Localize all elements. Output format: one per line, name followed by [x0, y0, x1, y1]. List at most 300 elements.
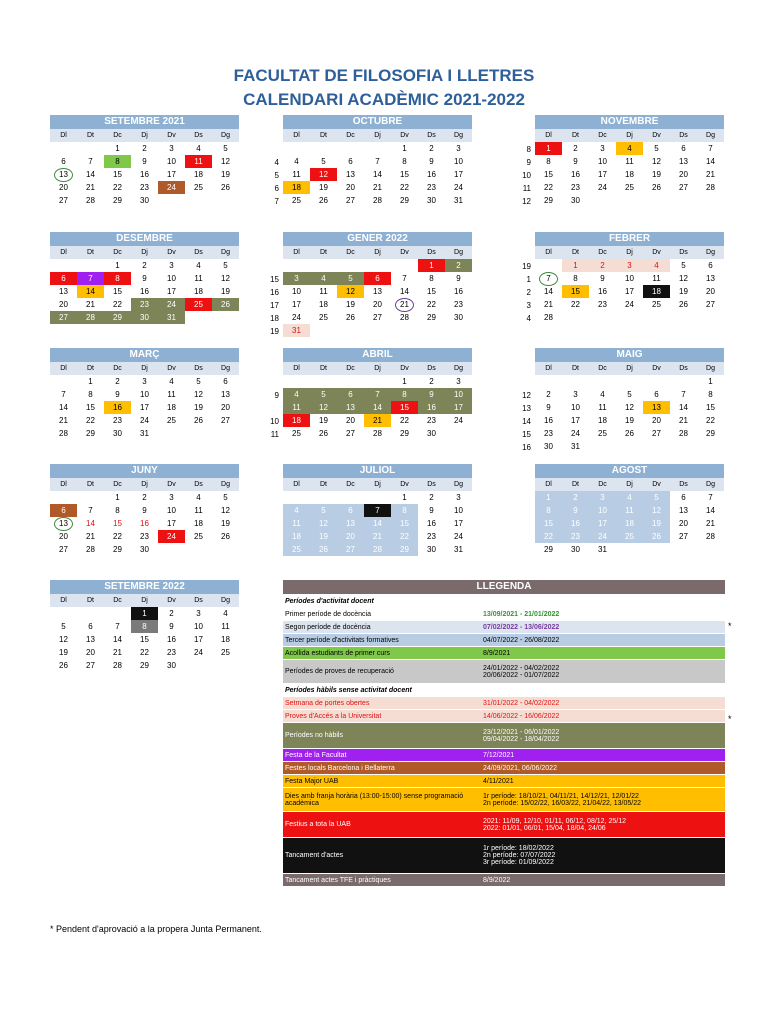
month-apr22 — [270, 348, 472, 440]
day-cell: 6 — [654, 390, 659, 399]
day-cell: 16 — [140, 519, 149, 528]
week-number: 11 — [270, 430, 279, 439]
legend-row — [283, 696, 725, 709]
day-header: Dj — [616, 478, 643, 491]
day-cell: 14 — [113, 635, 122, 644]
week-number: 19 — [270, 327, 279, 336]
day-cell: 29 — [140, 661, 149, 670]
day-cell: 19 — [221, 287, 230, 296]
day-header: Dt — [77, 594, 104, 607]
day-cell: 23 — [562, 530, 589, 543]
day-header: Dc — [589, 246, 616, 259]
day-cell: 18 — [616, 517, 643, 530]
month-dec21 — [50, 232, 239, 324]
day-cell: 17 — [589, 517, 616, 530]
day-header: Ds — [185, 594, 212, 607]
legend-value: 20/06/2022 - 01/07/2022 — [483, 671, 560, 679]
day-cell: 2 — [445, 259, 472, 272]
day-cell: 18 — [283, 414, 310, 427]
day-cell: 12 — [625, 403, 634, 412]
day-cell: 13 — [337, 401, 364, 414]
day-cell: 23 — [113, 416, 122, 425]
day-cell: 15 — [562, 285, 589, 298]
day-cell: 30 — [131, 311, 158, 324]
day-cell: 10 — [445, 388, 472, 401]
day-cell: 23 — [427, 416, 436, 425]
day-cell: 3 — [616, 259, 643, 272]
day-header: Dt — [77, 246, 104, 259]
day-cell: 7 — [77, 272, 104, 285]
day-cell: 23 — [571, 183, 580, 192]
legend-row — [283, 607, 725, 620]
day-cell: 19 — [652, 170, 661, 179]
day-cell: 20 — [706, 287, 715, 296]
footnote: * Pendent d'aprovació a la propera Junta Permanent. — [50, 924, 262, 934]
day-cell: 24 — [158, 530, 185, 543]
empty-cell — [391, 259, 418, 272]
month-title: OCTUBRE — [283, 115, 472, 129]
day-cell: 10 — [589, 504, 616, 517]
day-cell: 19 — [319, 183, 328, 192]
day-cell: 9 — [429, 506, 434, 515]
day-cell: 1 — [402, 144, 407, 153]
month-mar22 — [50, 348, 239, 440]
day-cell: 6 — [50, 272, 77, 285]
day-cell: 13 — [679, 506, 688, 515]
day-cell: 20 — [221, 403, 230, 412]
day-header: Dj — [131, 362, 158, 375]
day-cell: 21 — [544, 300, 553, 309]
week-number: 16 — [522, 443, 531, 452]
day-header: Dg — [212, 129, 239, 142]
empty-cell — [616, 375, 643, 388]
day-cell: 28 — [59, 429, 68, 438]
day-cell: 16 — [418, 401, 445, 414]
day-cell: 28 — [77, 311, 104, 324]
empty-cell — [643, 440, 670, 453]
empty-cell — [616, 543, 643, 556]
day-cell: 1 — [402, 377, 407, 386]
day-cell: 16 — [454, 287, 463, 296]
day-header: Dg — [445, 246, 472, 259]
empty-cell — [364, 375, 391, 388]
legend-label: Segon període de docència — [285, 623, 371, 631]
day-cell: 9 — [562, 504, 589, 517]
day-cell: 1 — [402, 493, 407, 502]
day-cell: 10 — [571, 403, 580, 412]
month-feb22 — [522, 232, 724, 324]
day-cell: 15 — [400, 170, 409, 179]
day-cell: 9 — [456, 274, 461, 283]
day-cell: 17 — [167, 519, 176, 528]
day-cell: 23 — [427, 183, 436, 192]
empty-cell — [283, 375, 310, 388]
day-cell: 8 — [535, 504, 562, 517]
legend-value: 04/07/2022 - 26/08/2022 — [483, 636, 560, 644]
day-header: Dl — [50, 594, 77, 607]
legend-label: Festius a tota la UAB — [285, 821, 351, 828]
day-cell: 22 — [571, 300, 580, 309]
day-cell: 25 — [167, 416, 176, 425]
legend-value: 2n període: 15/02/22, 16/03/22, 21/04/22, 13/05/22 — [483, 799, 642, 807]
day-cell: 26 — [59, 661, 68, 670]
day-cell: 4 — [223, 609, 228, 618]
day-cell: 12 — [337, 285, 364, 298]
day-cell: 4 — [196, 493, 201, 502]
legend-row — [283, 594, 725, 607]
day-cell: 20 — [652, 416, 661, 425]
day-header: Dt — [77, 129, 104, 142]
day-cell: 1 — [88, 377, 93, 386]
day-cell: 13 — [337, 517, 364, 530]
day-cell: 25 — [194, 532, 203, 541]
day-cell: 6 — [681, 493, 686, 502]
day-header: Dv — [643, 129, 670, 142]
empty-cell — [418, 324, 445, 337]
empty-cell — [50, 491, 77, 504]
day-cell: 13 — [373, 287, 382, 296]
day-cell: 27 — [706, 300, 715, 309]
empty-cell — [185, 194, 212, 207]
day-cell: 23 — [544, 429, 553, 438]
day-cell: 10 — [625, 274, 634, 283]
day-cell: 6 — [364, 272, 391, 285]
day-cell: 25 — [616, 530, 643, 543]
day-cell: 22 — [391, 530, 418, 543]
day-cell: 19 — [194, 403, 203, 412]
day-header: Ds — [185, 478, 212, 491]
day-header: Dv — [158, 246, 185, 259]
day-cell: 20 — [59, 532, 68, 541]
day-cell: 14 — [679, 403, 688, 412]
day-cell: 30 — [571, 196, 580, 205]
day-cell: 15 — [535, 517, 562, 530]
legend-values — [481, 710, 725, 722]
day-cell: 24 — [589, 530, 616, 543]
day-cell: 10 — [167, 274, 176, 283]
day-cell: 27 — [50, 311, 77, 324]
day-cell: 3 — [600, 144, 605, 153]
day-header: Dv — [391, 246, 418, 259]
day-cell: 22 — [140, 648, 149, 657]
day-cell: 5 — [627, 390, 632, 399]
day-cell: 1 — [418, 259, 445, 272]
day-cell: 5 — [223, 493, 228, 502]
week-number: 9 — [274, 391, 279, 400]
day-cell: 2 — [573, 144, 578, 153]
day-header: Dj — [616, 362, 643, 375]
day-header: Dl — [50, 362, 77, 375]
day-cell: 8 — [391, 504, 418, 517]
day-cell: 11 — [319, 287, 328, 296]
day-cell: 8 — [391, 388, 418, 401]
day-cell: 8 — [115, 506, 120, 515]
week-number: 16 — [270, 288, 279, 297]
day-cell: 9 — [169, 622, 174, 631]
day-cell: 11 — [167, 390, 176, 399]
day-cell: 23 — [131, 298, 158, 311]
day-cell: 19 — [625, 416, 634, 425]
day-cell: 15 — [544, 170, 553, 179]
day-cell: 14 — [59, 403, 68, 412]
day-cell: 4 — [643, 259, 670, 272]
day-cell: 13 — [86, 635, 95, 644]
week-number: 8 — [526, 145, 531, 154]
legend-row — [283, 633, 725, 646]
month-sep21 — [50, 115, 239, 207]
legend-label: Períodes hàbils sense activitat docent — [285, 686, 412, 694]
pending-star-2: * — [728, 714, 732, 724]
week-number: 9 — [526, 158, 531, 167]
day-cell: 15 — [427, 287, 436, 296]
day-cell: 16 — [167, 635, 176, 644]
day-cell: 27 — [86, 661, 95, 670]
day-cell: 15 — [391, 517, 418, 530]
day-cell: 4 — [196, 261, 201, 270]
empty-cell — [643, 194, 670, 207]
week-number: 5 — [274, 171, 279, 180]
day-header: Dl — [50, 478, 77, 491]
day-cell: 1 — [115, 261, 120, 270]
empty-cell — [670, 543, 697, 556]
day-cell: 27 — [59, 545, 68, 554]
week-number: 11 — [522, 184, 531, 193]
day-cell: 29 — [391, 543, 418, 556]
legend-row — [283, 811, 725, 837]
day-cell: 29 — [544, 545, 553, 554]
legend-value: 24/09/2021, 06/06/2022 — [483, 764, 557, 772]
day-cell: 24 — [625, 300, 634, 309]
day-cell: 30 — [571, 545, 580, 554]
day-cell: 8 — [88, 390, 93, 399]
legend-row — [283, 774, 725, 787]
day-header: Dv — [643, 478, 670, 491]
day-cell: 13 — [50, 517, 77, 530]
day-cell: 14 — [373, 170, 382, 179]
day-cell: 12 — [221, 506, 230, 515]
day-cell: 8 — [429, 274, 434, 283]
day-header: Dj — [364, 246, 391, 259]
day-cell: 11 — [652, 274, 661, 283]
day-header: Dl — [50, 129, 77, 142]
day-cell: 3 — [169, 144, 174, 153]
day-cell: 18 — [643, 285, 670, 298]
day-header: Dj — [364, 129, 391, 142]
day-cell: 19 — [310, 530, 337, 543]
legend-value: 31/01/2022 - 04/02/2022 — [483, 699, 560, 707]
legend-label: Períodes de proves de recuperació — [285, 668, 394, 675]
day-cell: 28 — [679, 429, 688, 438]
day-cell: 15 — [706, 403, 715, 412]
legend-label: Períodes no hàbils — [285, 732, 343, 739]
day-cell: 21 — [373, 183, 382, 192]
day-cell: 14 — [706, 506, 715, 515]
day-cell: 29 — [113, 545, 122, 554]
day-header: Dv — [391, 129, 418, 142]
day-header: Dj — [131, 478, 158, 491]
day-cell: 7 — [708, 493, 713, 502]
day-header: Dc — [104, 362, 131, 375]
day-header: Dj — [364, 478, 391, 491]
day-cell: 2 — [169, 609, 174, 618]
day-cell: 24 — [454, 532, 463, 541]
day-cell: 24 — [454, 416, 463, 425]
legend-values — [481, 697, 725, 709]
week-number: 13 — [522, 404, 531, 413]
empty-cell — [364, 259, 391, 272]
day-cell: 9 — [429, 157, 434, 166]
day-cell: 28 — [544, 313, 553, 322]
day-cell: 19 — [319, 416, 328, 425]
empty-cell — [364, 324, 391, 337]
day-cell: 13 — [346, 170, 355, 179]
day-cell: 21 — [364, 414, 391, 427]
day-cell: 11 — [598, 403, 607, 412]
legend-value: 2n període: 07/07/2022 — [483, 852, 556, 859]
day-header: Ds — [670, 478, 697, 491]
day-cell: 14 — [706, 157, 715, 166]
week-number: 4 — [274, 158, 279, 167]
day-cell: 31 — [283, 324, 310, 337]
day-cell: 12 — [221, 274, 230, 283]
day-cell: 18 — [221, 635, 230, 644]
empty-cell — [50, 607, 77, 620]
day-header: Dc — [104, 478, 131, 491]
day-header: Dt — [310, 246, 337, 259]
empty-cell — [616, 440, 643, 453]
legend-row — [283, 748, 725, 761]
legend-label: Períodes d'activitat docent — [285, 597, 374, 605]
empty-cell — [212, 194, 239, 207]
day-cell: 8 — [104, 272, 131, 285]
legend-value: 1r període: 18/10/21, 04/11/21, 14/12/21, 12/01/22 — [483, 792, 639, 800]
day-cell: 23 — [167, 648, 176, 657]
day-header: Dt — [310, 129, 337, 142]
day-cell: 10 — [454, 157, 463, 166]
day-cell: 14 — [364, 517, 391, 530]
day-cell: 28 — [86, 545, 95, 554]
legend-values — [481, 660, 725, 683]
day-cell: 22 — [113, 532, 122, 541]
empty-cell — [535, 259, 562, 272]
day-cell: 8 — [573, 274, 578, 283]
day-cell: 2 — [429, 493, 434, 502]
day-cell: 29 — [113, 196, 122, 205]
empty-cell — [616, 194, 643, 207]
legend-label: Tancament d'actes — [285, 852, 344, 859]
legend-value: 13/09/2021 - 21/01/2022 — [483, 610, 560, 618]
day-cell: 18 — [194, 287, 203, 296]
day-header: Dc — [104, 129, 131, 142]
day-cell: 6 — [337, 388, 364, 401]
day-cell: 17 — [454, 519, 463, 528]
day-cell: 17 — [167, 287, 176, 296]
legend-values — [481, 723, 725, 748]
empty-cell — [50, 375, 77, 388]
legend-value: 09/04/2022 - 18/04/2022 — [483, 735, 560, 743]
day-cell: 29 — [104, 311, 131, 324]
day-cell: 27 — [346, 196, 355, 205]
day-cell: 25 — [598, 429, 607, 438]
day-header: Dv — [158, 478, 185, 491]
day-cell: 11 — [616, 504, 643, 517]
empty-cell — [364, 491, 391, 504]
day-cell: 5 — [196, 377, 201, 386]
day-header: Dl — [535, 129, 562, 142]
legend-title: LLEGENDA — [283, 580, 725, 594]
day-cell: 15 — [86, 403, 95, 412]
day-cell: 9 — [418, 388, 445, 401]
empty-cell — [310, 491, 337, 504]
empty-cell — [643, 311, 670, 324]
empty-cell — [77, 142, 104, 155]
day-header: Dv — [391, 362, 418, 375]
day-cell: 27 — [346, 429, 355, 438]
day-cell: 21 — [679, 416, 688, 425]
empty-cell — [158, 427, 185, 440]
day-cell: 9 — [546, 403, 551, 412]
day-cell: 21 — [59, 416, 68, 425]
legend-label: Festa de la Facultat — [285, 751, 347, 759]
day-cell: 1 — [535, 142, 562, 155]
day-header: Dl — [283, 478, 310, 491]
month-title: DESEMBRE — [50, 232, 239, 246]
day-cell: 10 — [140, 390, 149, 399]
day-cell: 28 — [706, 183, 715, 192]
day-cell: 2 — [142, 144, 147, 153]
day-cell: 17 — [167, 170, 176, 179]
month-title: ABRIL — [283, 348, 472, 362]
legend-value: 2022: 01/01, 06/01, 15/04, 18/04, 24/06 — [483, 824, 606, 832]
empty-cell — [310, 324, 337, 337]
day-cell: 25 — [625, 183, 634, 192]
month-oct21 — [274, 115, 472, 207]
day-cell: 29 — [86, 429, 95, 438]
legend-label: Tancament actes TFE i pràctiques — [285, 876, 391, 884]
day-cell: 21 — [706, 170, 715, 179]
day-header: Dg — [445, 478, 472, 491]
week-number: 15 — [270, 275, 279, 284]
day-header: Dl — [283, 246, 310, 259]
legend-label: Setmana de portes obertes — [285, 699, 370, 707]
day-cell: 21 — [391, 298, 418, 311]
day-cell: 11 — [221, 622, 230, 631]
day-cell: 2 — [429, 144, 434, 153]
legend-value: 7/12/2021 — [483, 751, 515, 759]
day-cell: 6 — [223, 377, 228, 386]
day-cell: 25 — [319, 313, 328, 322]
legend-values — [481, 812, 725, 837]
day-cell: 25 — [221, 648, 230, 657]
day-cell: 31 — [571, 442, 580, 451]
day-cell: 16 — [140, 287, 149, 296]
empty-cell — [50, 259, 77, 272]
day-cell: 8 — [402, 157, 407, 166]
day-cell: 1 — [562, 259, 589, 272]
day-header: Ds — [185, 362, 212, 375]
day-cell: 20 — [86, 648, 95, 657]
day-header: Ds — [670, 362, 697, 375]
day-cell: 9 — [142, 157, 147, 166]
day-cell: 29 — [400, 429, 409, 438]
legend-value: 3r període: 01/09/2022 — [483, 859, 554, 866]
day-cell: 14 — [86, 519, 95, 528]
day-cell: 25 — [292, 196, 301, 205]
day-cell: 24 — [140, 416, 149, 425]
day-cell: 7 — [681, 390, 686, 399]
day-cell: 27 — [59, 196, 68, 205]
day-cell: 5 — [654, 144, 659, 153]
